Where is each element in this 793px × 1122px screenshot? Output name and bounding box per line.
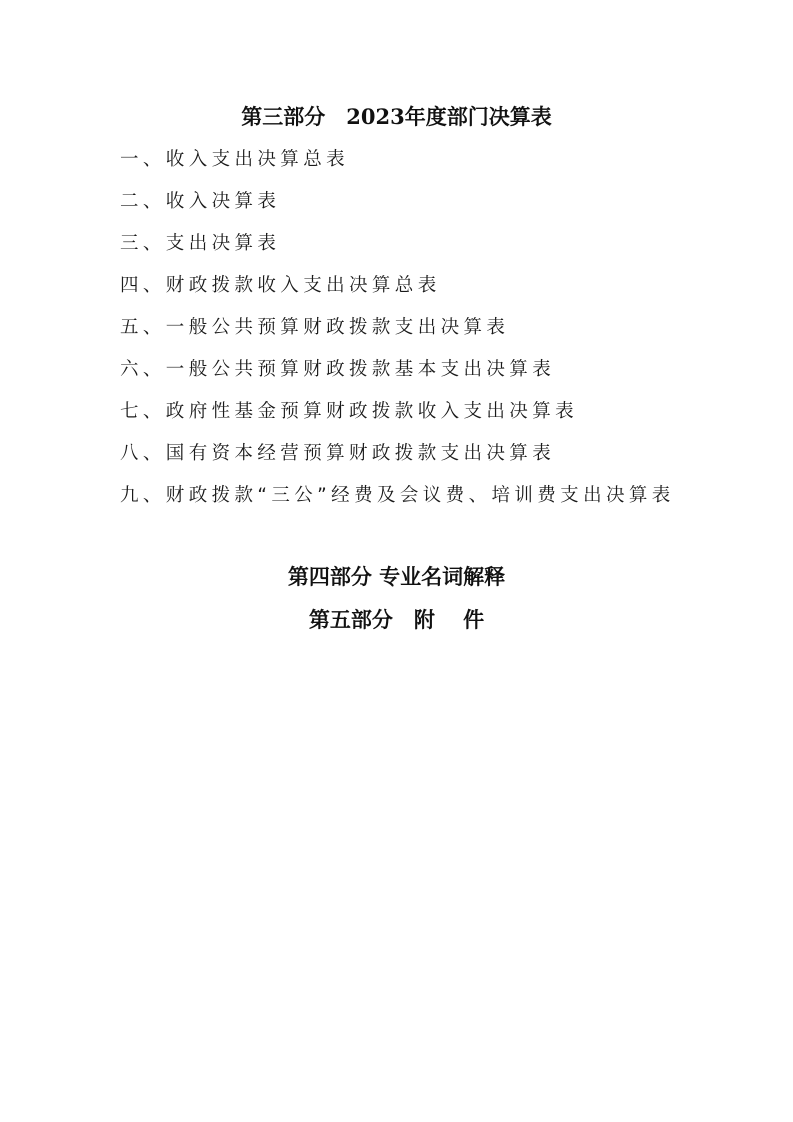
part4-title: 第四部分 专业名词解释 bbox=[287, 564, 506, 589]
toc-item: 三、支出决算表 bbox=[120, 233, 281, 254]
toc-item: 九、财政拨款“三公”经费及会议费、培训费支出决算表 bbox=[120, 485, 675, 506]
part3-title: 第三部分 2023年度部门决算表 bbox=[241, 104, 552, 129]
toc-item: 七、政府性基金预算财政拨款收入支出决算表 bbox=[120, 401, 579, 422]
toc-item: 二、收入决算表 bbox=[120, 191, 281, 212]
toc-item: 一、收入支出决算总表 bbox=[120, 149, 350, 170]
toc-item: 四、财政拨款收入支出决算总表 bbox=[120, 275, 441, 296]
toc-item: 六、一般公共预算财政拨款基本支出决算表 bbox=[120, 359, 556, 380]
table-of-contents bbox=[120, 145, 675, 523]
toc-item: 五、一般公共预算财政拨款支出决算表 bbox=[120, 317, 510, 338]
part5-title: 第五部分 附 件 bbox=[308, 607, 485, 632]
toc-item: 八、国有资本经营预算财政拨款支出决算表 bbox=[120, 443, 556, 464]
